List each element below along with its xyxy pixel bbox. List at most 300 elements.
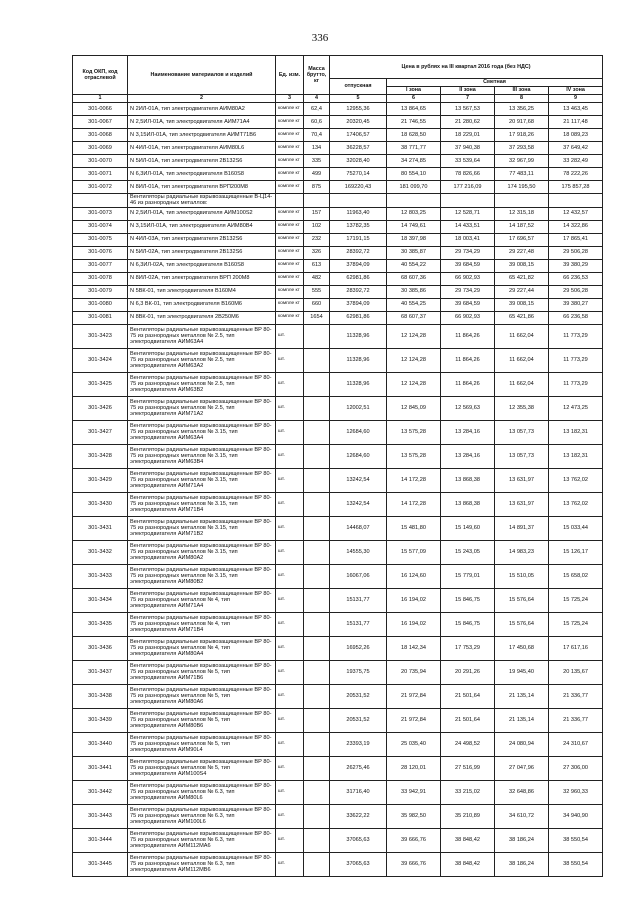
- cell-name: N 5ИЛ-01А, тип электродвигателя 2В132S6: [128, 155, 276, 168]
- cell-zone2-price: 15 149,60: [441, 516, 495, 540]
- cell-name: Вентиляторы радиальные взрывозащищенные ВР 80-75 из разнородных металлов № 6.3, тип электродвигателя АИМ112МВ6: [128, 852, 276, 876]
- cell-unit: шт.: [276, 852, 304, 876]
- cell-zone1-price: 16 194,02: [387, 588, 441, 612]
- cell-zone3-price: [495, 194, 549, 208]
- cell-zone3-price: 32 967,99: [495, 155, 549, 168]
- cell-zone2-price: 13 567,53: [441, 103, 495, 116]
- cell-zone3-price: 17 918,26: [495, 129, 549, 142]
- col-unit-header: Ед. изм.: [276, 56, 304, 95]
- cell-mass: [304, 588, 330, 612]
- col-zone3-header: III зона: [495, 87, 549, 95]
- cell-mass: 326: [304, 246, 330, 259]
- cell-unit: шт.: [276, 660, 304, 684]
- cell-code: 301-0071: [73, 168, 128, 181]
- table-row: [73, 732, 603, 756]
- cell-mass: 60,6: [304, 116, 330, 129]
- cell-zone4-price: [549, 194, 603, 208]
- cell-zone1-price: 39 666,76: [387, 828, 441, 852]
- col-zone2-header: II зона: [441, 87, 495, 95]
- cell-mass: [304, 852, 330, 876]
- cell-zone3-price: 29 227,44: [495, 285, 549, 298]
- cell-name: N 4ИЛ-01А, тип электродвигателя АИМ80L6: [128, 142, 276, 155]
- cell-code: 301-3429: [73, 468, 128, 492]
- table-row: [73, 372, 603, 396]
- cell-zone1-price: 181 099,70: [387, 181, 441, 194]
- table-row: [73, 612, 603, 636]
- cell-zone1-price: 14 172,28: [387, 468, 441, 492]
- cell-mass: [304, 492, 330, 516]
- cell-zone4-price: 14 322,86: [549, 220, 603, 233]
- cell-sale-price: 13782,35: [330, 220, 387, 233]
- cell-zone4-price: 12 432,57: [549, 207, 603, 220]
- cell-zone2-price: 13 284,16: [441, 420, 495, 444]
- cell-code: 301-0069: [73, 142, 128, 155]
- cell-zone2-price: 21 501,64: [441, 684, 495, 708]
- cell-name: N 8ВК-01, тип электродвигателя 2В250М6: [128, 311, 276, 324]
- table-row: [73, 636, 603, 660]
- cell-unit: шт.: [276, 324, 304, 348]
- cell-unit: шт.: [276, 828, 304, 852]
- table-row: [73, 285, 603, 298]
- cell-sale-price: 16952,26: [330, 636, 387, 660]
- cell-unit: шт.: [276, 516, 304, 540]
- cell-mass: [304, 396, 330, 420]
- cell-code: 301-3438: [73, 684, 128, 708]
- cell-zone2-price: 39 684,59: [441, 259, 495, 272]
- cell-name: Вентиляторы радиальные взрывозащищенные ВР 80-75 из разнородных металлов № 5, тип электродвигателя АИМ90L4: [128, 732, 276, 756]
- cell-mass: [304, 732, 330, 756]
- cell-zone4-price: 39 380,29: [549, 259, 603, 272]
- cell-zone3-price: 34 610,72: [495, 804, 549, 828]
- cell-mass: [304, 324, 330, 348]
- cell-mass: [304, 444, 330, 468]
- cell-code: 301-3424: [73, 348, 128, 372]
- cell-zone1-price: 12 803,25: [387, 207, 441, 220]
- cell-zone2-price: 78 826,66: [441, 168, 495, 181]
- cell-sale-price: 37894,09: [330, 259, 387, 272]
- table-body: [73, 103, 603, 877]
- cell-code: 301-3428: [73, 444, 128, 468]
- cell-sale-price: 14555,30: [330, 540, 387, 564]
- cell-zone2-price: 18 003,41: [441, 233, 495, 246]
- cell-name: Вентиляторы радиальные взрывозащищенные ВР 80-75 из разнородных металлов № 3.15, тип электродвигателя АИМ63В4: [128, 444, 276, 468]
- cell-name: N 3,15ИЛ-01А, тип электродвигателя АИМТ71В6: [128, 129, 276, 142]
- cell-zone1-price: 12 124,28: [387, 372, 441, 396]
- col-estimate-header: Сметная: [387, 79, 603, 87]
- cell-zone4-price: 27 306,00: [549, 756, 603, 780]
- cell-sale-price: 11328,96: [330, 324, 387, 348]
- cell-zone1-price: 34 274,85: [387, 155, 441, 168]
- cell-zone2-price: 66 902,93: [441, 311, 495, 324]
- cell-unit: компле кт: [276, 116, 304, 129]
- cell-zone1-price: [387, 194, 441, 208]
- cell-unit: компле кт: [276, 311, 304, 324]
- cell-mass: [304, 804, 330, 828]
- cell-mass: [304, 636, 330, 660]
- cell-name: Вентиляторы радиальные взрывозащищенные ВР 80-75 из разнородных металлов № 6.3, тип электродвигателя АИМ112МА6: [128, 828, 276, 852]
- table-row: [73, 852, 603, 876]
- table-row: [73, 564, 603, 588]
- cell-zone1-price: 40 554,25: [387, 298, 441, 311]
- cell-unit: шт.: [276, 732, 304, 756]
- cell-zone3-price: 15 576,64: [495, 612, 549, 636]
- cell-zone3-price: 11 662,04: [495, 348, 549, 372]
- cell-zone1-price: 35 982,50: [387, 804, 441, 828]
- cell-code: 301-3427: [73, 420, 128, 444]
- cell-unit: компле кт: [276, 285, 304, 298]
- cell-zone1-price: 13 864,65: [387, 103, 441, 116]
- table-row: [73, 780, 603, 804]
- cell-zone1-price: 40 554,22: [387, 259, 441, 272]
- cell-code: 301-3442: [73, 780, 128, 804]
- cell-zone3-price: 29 227,48: [495, 246, 549, 259]
- cell-name: Вентиляторы радиальные взрывозащищенные ВР 80-75 из разнородных металлов № 3.15, тип электродвигателя АИМ80А2: [128, 540, 276, 564]
- table-row: [73, 129, 603, 142]
- cell-name: Вентиляторы радиальные взрывозащищенные ВР 80-75 из разнородных металлов № 3.15, тип электродвигателя АИМ71В2: [128, 516, 276, 540]
- cell-zone3-price: 14 891,37: [495, 516, 549, 540]
- cell-zone4-price: 175 857,28: [549, 181, 603, 194]
- table-row: [73, 708, 603, 732]
- cell-mass: 70,4: [304, 129, 330, 142]
- col-number: 1: [73, 95, 128, 103]
- cell-zone3-price: 27 047,96: [495, 756, 549, 780]
- cell-zone4-price: 33 282,49: [549, 155, 603, 168]
- cell-zone4-price: 24 310,67: [549, 732, 603, 756]
- cell-zone2-price: 33 539,64: [441, 155, 495, 168]
- cell-mass: [304, 780, 330, 804]
- cell-zone4-price: 11 773,29: [549, 348, 603, 372]
- cell-name: Вентиляторы радиальные взрывозащищенные ВР 80-75 из разнородных металлов № 4, тип электродвигателя АИМ80А4: [128, 636, 276, 660]
- cell-zone2-price: 11 864,26: [441, 348, 495, 372]
- cell-zone4-price: 21 117,48: [549, 116, 603, 129]
- cell-sale-price: 12684,60: [330, 444, 387, 468]
- cell-zone4-price: 17 865,41: [549, 233, 603, 246]
- cell-code: 301-3432: [73, 540, 128, 564]
- cell-zone3-price: 13 631,97: [495, 468, 549, 492]
- cell-code: [73, 194, 128, 208]
- cell-name: N 5ВК-01, тип электродвигателя В160М4: [128, 285, 276, 298]
- table-row: [73, 540, 603, 564]
- cell-mass: [304, 372, 330, 396]
- cell-unit: шт.: [276, 756, 304, 780]
- section-note-row: [73, 194, 603, 208]
- cell-unit: компле кт: [276, 220, 304, 233]
- cell-name: Вентиляторы радиальные взрывозащищенные ВР 80-75 из разнородных металлов № 6.3, тип электродвигателя АИМ100L6: [128, 804, 276, 828]
- cell-zone1-price: 13 575,28: [387, 444, 441, 468]
- table-row: [73, 116, 603, 129]
- cell-mass: [304, 348, 330, 372]
- table-row: [73, 420, 603, 444]
- cell-zone1-price: 80 554,10: [387, 168, 441, 181]
- cell-code: 301-3433: [73, 564, 128, 588]
- cell-name: Вентиляторы радиальные взрывозащищенные ВР 80-75 из разнородных металлов № 3.15, тип электродвигателя АИМ63А4: [128, 420, 276, 444]
- cell-zone2-price: 15 243,05: [441, 540, 495, 564]
- cell-code: 301-0080: [73, 298, 128, 311]
- cell-zone4-price: 11 773,29: [549, 372, 603, 396]
- cell-mass: 134: [304, 142, 330, 155]
- cell-zone3-price: 65 421,86: [495, 311, 549, 324]
- cell-unit: компле кт: [276, 207, 304, 220]
- table-row: [73, 444, 603, 468]
- col-zone4-header: IV зона: [549, 87, 603, 95]
- col-code-header: Код ОКП, код отраслевой: [73, 56, 128, 95]
- cell-name: N 8ИЛ-02А, тип электродвигателя ВРП 200М8: [128, 272, 276, 285]
- table-row: [73, 311, 603, 324]
- cell-code: 301-3441: [73, 756, 128, 780]
- cell-zone1-price: 18 142,34: [387, 636, 441, 660]
- cell-name: Вентиляторы радиальные взрывозащищенные ВР 80-75 из разнородных металлов № 3.15, тип электродвигателя АИМ80В2: [128, 564, 276, 588]
- col-mass-header: Масса брутто, кг: [304, 56, 330, 95]
- cell-code: 301-0073: [73, 207, 128, 220]
- cell-unit: шт.: [276, 420, 304, 444]
- cell-code: 301-3423: [73, 324, 128, 348]
- cell-zone3-price: 20 917,68: [495, 116, 549, 129]
- cell-zone4-price: 38 550,54: [549, 852, 603, 876]
- cell-code: 301-3430: [73, 492, 128, 516]
- cell-sale-price: 23393,19: [330, 732, 387, 756]
- cell-sale-price: 75270,14: [330, 168, 387, 181]
- cell-unit: компле кт: [276, 259, 304, 272]
- cell-zone3-price: 77 483,11: [495, 168, 549, 181]
- cell-unit: шт.: [276, 804, 304, 828]
- cell-name: Вентиляторы радиальные взрывозащищенные ВР 80-75 из разнородных металлов № 5, тип электродвигателя АИМ100S4: [128, 756, 276, 780]
- cell-zone1-price: 12 845,09: [387, 396, 441, 420]
- table-row: [73, 756, 603, 780]
- cell-sale-price: 20320,45: [330, 116, 387, 129]
- cell-zone4-price: 13 762,02: [549, 492, 603, 516]
- table-row: [73, 660, 603, 684]
- cell-zone3-price: 15 576,64: [495, 588, 549, 612]
- cell-sale-price: 16067,06: [330, 564, 387, 588]
- cell-zone1-price: 38 771,77: [387, 142, 441, 155]
- cell-code: 301-0076: [73, 246, 128, 259]
- cell-mass: 232: [304, 233, 330, 246]
- table-row: [73, 492, 603, 516]
- cell-mass: 1654: [304, 311, 330, 324]
- cell-sale-price: 12684,60: [330, 420, 387, 444]
- cell-name: N 2ИЛ-01А, тип электродвигателя АИМ80А2: [128, 103, 276, 116]
- cell-zone4-price: 13 463,45: [549, 103, 603, 116]
- cell-zone3-price: 21 135,14: [495, 684, 549, 708]
- cell-zone3-price: 12 315,18: [495, 207, 549, 220]
- cell-sale-price: 11328,96: [330, 372, 387, 396]
- col-sale-header: отпускная: [330, 79, 387, 95]
- cell-sale-price: 13242,54: [330, 468, 387, 492]
- cell-code: 301-3437: [73, 660, 128, 684]
- cell-unit: компле кт: [276, 246, 304, 259]
- cell-code: 301-0074: [73, 220, 128, 233]
- cell-unit: шт.: [276, 636, 304, 660]
- cell-sale-price: 15131,77: [330, 612, 387, 636]
- cell-zone1-price: 16 194,02: [387, 612, 441, 636]
- table-row: [73, 348, 603, 372]
- cell-zone2-price: 12 528,71: [441, 207, 495, 220]
- cell-zone3-price: 21 135,14: [495, 708, 549, 732]
- cell-zone1-price: 30 385,86: [387, 285, 441, 298]
- cell-zone4-price: 15 658,02: [549, 564, 603, 588]
- cell-mass: [304, 194, 330, 208]
- cell-zone4-price: 66 236,58: [549, 311, 603, 324]
- cell-zone1-price: 15 481,80: [387, 516, 441, 540]
- cell-mass: 613: [304, 259, 330, 272]
- cell-zone3-price: 11 662,04: [495, 324, 549, 348]
- cell-zone2-price: 27 516,99: [441, 756, 495, 780]
- cell-zone3-price: 13 057,73: [495, 420, 549, 444]
- cell-code: 301-0066: [73, 103, 128, 116]
- cell-code: 301-0081: [73, 311, 128, 324]
- cell-zone1-price: 12 124,28: [387, 348, 441, 372]
- cell-code: 301-3425: [73, 372, 128, 396]
- cell-mass: 660: [304, 298, 330, 311]
- cell-zone4-price: 15 725,24: [549, 612, 603, 636]
- cell-zone4-price: 29 506,28: [549, 246, 603, 259]
- table-row: [73, 324, 603, 348]
- cell-sale-price: 62981,86: [330, 272, 387, 285]
- cell-zone3-price: 13 631,97: [495, 492, 549, 516]
- cell-unit: компле кт: [276, 272, 304, 285]
- cell-code: 301-3436: [73, 636, 128, 660]
- cell-unit: шт.: [276, 492, 304, 516]
- cell-sale-price: 12002,51: [330, 396, 387, 420]
- cell-zone1-price: 18 397,98: [387, 233, 441, 246]
- col-number: 2: [128, 95, 276, 103]
- cell-zone1-price: 28 120,01: [387, 756, 441, 780]
- cell-zone4-price: 37 649,42: [549, 142, 603, 155]
- cell-sale-price: 26275,46: [330, 756, 387, 780]
- cell-zone4-price: 21 336,77: [549, 684, 603, 708]
- cell-zone1-price: 68 607,37: [387, 311, 441, 324]
- table-row: [73, 168, 603, 181]
- cell-mass: [304, 564, 330, 588]
- cell-zone2-price: 24 498,52: [441, 732, 495, 756]
- cell-zone2-price: 13 284,16: [441, 444, 495, 468]
- cell-sale-price: 20531,52: [330, 708, 387, 732]
- cell-zone2-price: 29 734,29: [441, 285, 495, 298]
- cell-mass: 482: [304, 272, 330, 285]
- cell-unit: компле кт: [276, 168, 304, 181]
- cell-code: 301-0075: [73, 233, 128, 246]
- cell-mass: [304, 516, 330, 540]
- cell-zone2-price: 33 215,02: [441, 780, 495, 804]
- cell-zone1-price: 18 628,50: [387, 129, 441, 142]
- cell-name: Вентиляторы радиальные взрывозащищенные ВР 80-75 из разнородных металлов № 2.5, тип электродвигателя АИМ63А4: [128, 324, 276, 348]
- col-zone1-header: I зона: [387, 87, 441, 95]
- cell-sale-price: 19375,75: [330, 660, 387, 684]
- cell-unit: компле кт: [276, 181, 304, 194]
- col-number: 8: [495, 95, 549, 103]
- cell-zone1-price: 39 666,76: [387, 852, 441, 876]
- col-number: 3: [276, 95, 304, 103]
- cell-sale-price: 37065,63: [330, 852, 387, 876]
- cell-name: N 6,3 ВК-01, тип электродвигателя В160М6: [128, 298, 276, 311]
- cell-sale-price: 33622,22: [330, 804, 387, 828]
- cell-name: Вентиляторы радиальные взрывозащищенные ВР 80-75 из разнородных металлов № 4, тип электродвигателя АИМ71В4: [128, 612, 276, 636]
- cell-mass: 875: [304, 181, 330, 194]
- cell-zone2-price: 12 569,63: [441, 396, 495, 420]
- col-number: 6: [387, 95, 441, 103]
- cell-zone2-price: 11 864,26: [441, 372, 495, 396]
- cell-name: N 3,15ИЛ-01А, тип электродвигателя АИМ80В4: [128, 220, 276, 233]
- cell-unit: шт.: [276, 468, 304, 492]
- cell-zone3-price: 38 186,24: [495, 852, 549, 876]
- table-row: [73, 207, 603, 220]
- cell-sale-price: 20531,52: [330, 684, 387, 708]
- cell-name: Вентиляторы радиальные взрывозащищенные ВР 80-75 из разнородных металлов № 5, тип электродвигателя АИМ80В6: [128, 708, 276, 732]
- cell-name: Вентиляторы радиальные взрывозащищенные ВР 80-75 из разнородных металлов № 3.15, тип электродвигателя АИМ71В4: [128, 492, 276, 516]
- cell-code: 301-3440: [73, 732, 128, 756]
- cell-sale-price: 17191,15: [330, 233, 387, 246]
- cell-zone2-price: 35 210,89: [441, 804, 495, 828]
- cell-zone2-price: 39 684,59: [441, 298, 495, 311]
- cell-name: N 5ИЛ-02А, тип электродвигателя 2В132S6: [128, 246, 276, 259]
- cell-sale-price: 28392,72: [330, 285, 387, 298]
- cell-zone2-price: 15 846,75: [441, 588, 495, 612]
- cell-code: 301-0072: [73, 181, 128, 194]
- table-row: [73, 272, 603, 285]
- cell-code: 301-3445: [73, 852, 128, 876]
- cell-zone4-price: 21 336,77: [549, 708, 603, 732]
- cell-zone3-price: 15 510,05: [495, 564, 549, 588]
- cell-zone1-price: 21 746,55: [387, 116, 441, 129]
- cell-zone3-price: 14 187,52: [495, 220, 549, 233]
- cell-name: N 6,3ИЛ-01А, тип электродвигателя В160S8: [128, 168, 276, 181]
- cell-code: 301-0078: [73, 272, 128, 285]
- price-group-header: Цена в рублях на III квартал 2016 года (без НДС): [330, 56, 603, 79]
- cell-code: 301-0068: [73, 129, 128, 142]
- cell-zone1-price: 16 124,60: [387, 564, 441, 588]
- cell-sale-price: 28392,72: [330, 246, 387, 259]
- cell-mass: 499: [304, 168, 330, 181]
- cell-unit: шт.: [276, 372, 304, 396]
- cell-mass: 62,4: [304, 103, 330, 116]
- cell-zone1-price: 68 607,36: [387, 272, 441, 285]
- cell-name: Вентиляторы радиальные взрывозащищенные В-Ц14-46 из разнородных металлов:: [128, 194, 276, 208]
- cell-zone4-price: 66 236,53: [549, 272, 603, 285]
- cell-zone2-price: 13 868,38: [441, 468, 495, 492]
- cell-name: N 4ИЛ-03А, тип электродвигателя 2В132S6: [128, 233, 276, 246]
- col-number: 5: [330, 95, 387, 103]
- cell-name: N 2,5ИЛ-01А, тип электродвигателя АИМ71А4: [128, 116, 276, 129]
- cell-zone2-price: 29 734,29: [441, 246, 495, 259]
- cell-name: N 2,5ИЛ-01А, тип электродвигателя АИМ100S2: [128, 207, 276, 220]
- cell-zone4-price: 12 473,25: [549, 396, 603, 420]
- cell-name: Вентиляторы радиальные взрывозащищенные ВР 80-75 из разнородных металлов № 6.3, тип электродвигателя АИМ80L6: [128, 780, 276, 804]
- cell-zone1-price: 14 749,61: [387, 220, 441, 233]
- cell-zone2-price: 11 864,26: [441, 324, 495, 348]
- cell-mass: [304, 756, 330, 780]
- table-row: [73, 516, 603, 540]
- cell-unit: компле кт: [276, 233, 304, 246]
- cell-unit: [276, 194, 304, 208]
- cell-mass: 555: [304, 285, 330, 298]
- col-number: 9: [549, 95, 603, 103]
- table-row: [73, 804, 603, 828]
- cell-zone1-price: 21 972,84: [387, 708, 441, 732]
- cell-unit: шт.: [276, 540, 304, 564]
- cell-zone1-price: 33 942,91: [387, 780, 441, 804]
- cell-mass: [304, 468, 330, 492]
- cell-mass: [304, 684, 330, 708]
- cell-zone3-price: 37 293,58: [495, 142, 549, 155]
- cell-zone3-price: 65 421,82: [495, 272, 549, 285]
- cell-sale-price: 37065,63: [330, 828, 387, 852]
- cell-name: Вентиляторы радиальные взрывозащищенные ВР 80-75 из разнородных металлов № 3.15, тип электродвигателя АИМ71А4: [128, 468, 276, 492]
- table-row: [73, 103, 603, 116]
- cell-zone3-price: 14 983,23: [495, 540, 549, 564]
- cell-sale-price: 36228,57: [330, 142, 387, 155]
- cell-mass: [304, 708, 330, 732]
- cell-mass: [304, 660, 330, 684]
